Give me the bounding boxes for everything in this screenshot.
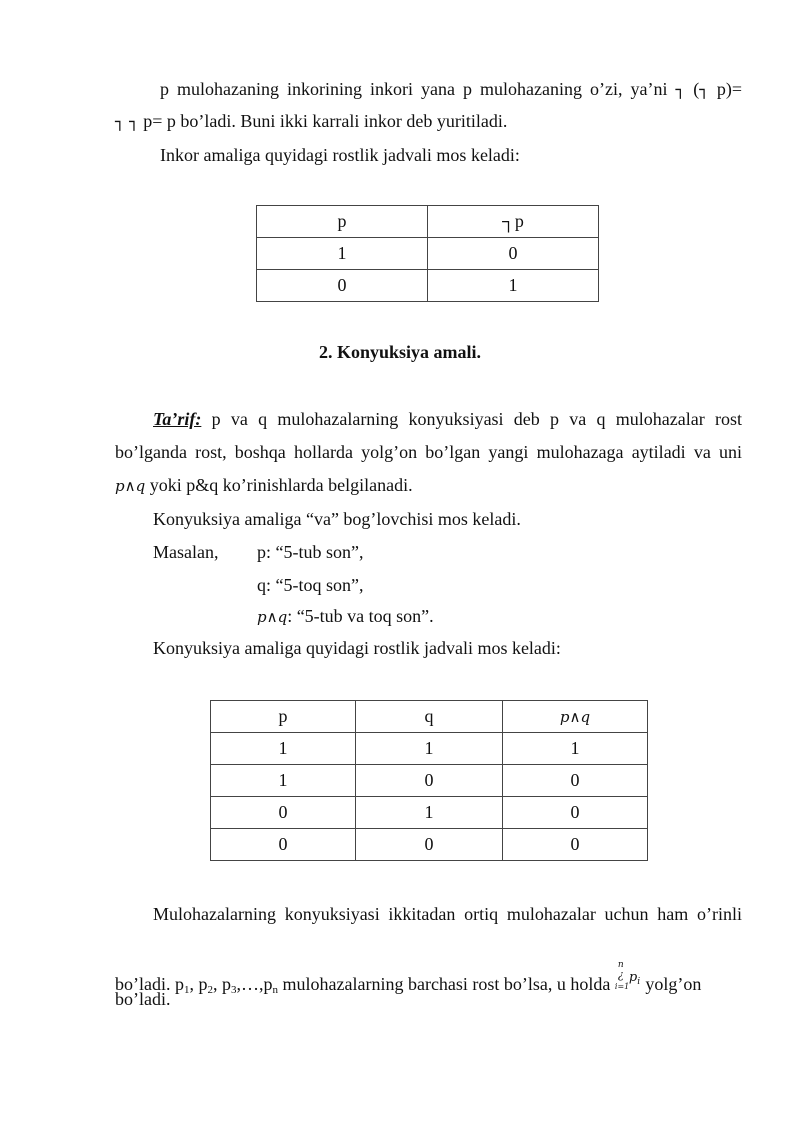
- conjunction-formula: p∧q: [115, 477, 146, 495]
- table-cell: 0: [211, 829, 356, 861]
- paragraph-va: Konyuksiya amaliga “va” bog’lovchisi mos keladi.: [153, 509, 521, 529]
- section-heading: 2. Konyuksiya amali.: [318, 342, 482, 362]
- table-cell: 0: [257, 270, 428, 302]
- example-q: q: “5-toq son”,: [257, 575, 364, 595]
- table-cell: 1: [356, 797, 503, 829]
- table-cell: 0: [503, 797, 648, 829]
- table-header-row: [211, 701, 648, 733]
- definition-line-2: bo’lganda rost, boshqa hollarda yolg’on bo’lgan yangi mulohazaga aytiladi va uni: [115, 442, 742, 462]
- example-p: p: “5-tub son”,: [257, 542, 364, 562]
- table-header-row: [257, 206, 599, 238]
- table-cell: 1: [257, 238, 428, 270]
- paragraph-line-multi-2: bo’ladi. $p_1$, $p_2$, $p_3,\dots,p_n$ mulohazalarning barchasi rost bo’lsa, u holda n ¿ i=1 $p_i$ yolg’on: [115, 954, 701, 1001]
- table-cell: 1: [428, 270, 599, 302]
- table-cell: 0: [356, 829, 503, 861]
- paragraph-line-1: p mulohazaning inkorining inkori yana p mulohazaning o’zi, ya’ni ┐ (┐ p)=: [160, 79, 742, 99]
- table-cell: 0: [503, 765, 648, 797]
- table-cell: 1: [503, 733, 648, 765]
- table-cell: 0: [211, 797, 356, 829]
- table-cell: 0: [503, 829, 648, 861]
- table-row: [211, 797, 648, 829]
- table-row: [257, 238, 599, 270]
- paragraph-inkor-table-intro: Inkor amaliga quyidagi rostlik jadvali mos keladi:: [160, 145, 520, 165]
- negation-truth-table: [256, 205, 599, 302]
- definition-line-1: Ta’rif: p va q mulohazalarning konyuksiyasi deb p va q mulohazalar rost: [153, 409, 743, 429]
- table-header-cell: p∧q: [503, 701, 648, 733]
- example-label: Masalan,: [153, 542, 219, 562]
- conjunction-truth-table: [210, 700, 648, 861]
- example-pq: p∧q: “5-tub va toq son”.: [257, 606, 434, 626]
- table-cell: 0: [356, 765, 503, 797]
- table-header-cell: q: [356, 701, 503, 733]
- definition-line-3: p∧q yoki p&q ko’rinishlarda belgilanadi.: [115, 475, 413, 495]
- table-header-cell: p: [257, 206, 428, 238]
- conjunction-big-operator: n ¿ i=1 $p_i$: [614, 960, 641, 991]
- paragraph-line-2: ┐ ┐ p= p bo’ladi. Buni ikki karrali inkor deb yuritiladi.: [115, 111, 508, 131]
- table-cell: 0: [428, 238, 599, 270]
- table-header-cell: p: [211, 701, 356, 733]
- table-header-cell: ┐p: [428, 206, 599, 238]
- table-row: [211, 829, 648, 861]
- table-row: [211, 733, 648, 765]
- paragraph-line-multi-1: Mulohazalarning konyuksiyasi ikkitadan ortiq mulohazalar uchun ham o’rinli: [153, 904, 742, 924]
- table-cell: 1: [211, 733, 356, 765]
- table-row: [257, 270, 599, 302]
- table-row: [211, 765, 648, 797]
- table-cell: 1: [356, 733, 503, 765]
- paragraph-konyuksiya-table-intro: Konyuksiya amaliga quyidagi rostlik jadvali mos keladi:: [153, 638, 561, 658]
- paragraph-line-multi-3: bo’ladi.: [115, 989, 171, 1009]
- table-cell: 1: [211, 765, 356, 797]
- definition-term: Ta’rif:: [153, 409, 202, 429]
